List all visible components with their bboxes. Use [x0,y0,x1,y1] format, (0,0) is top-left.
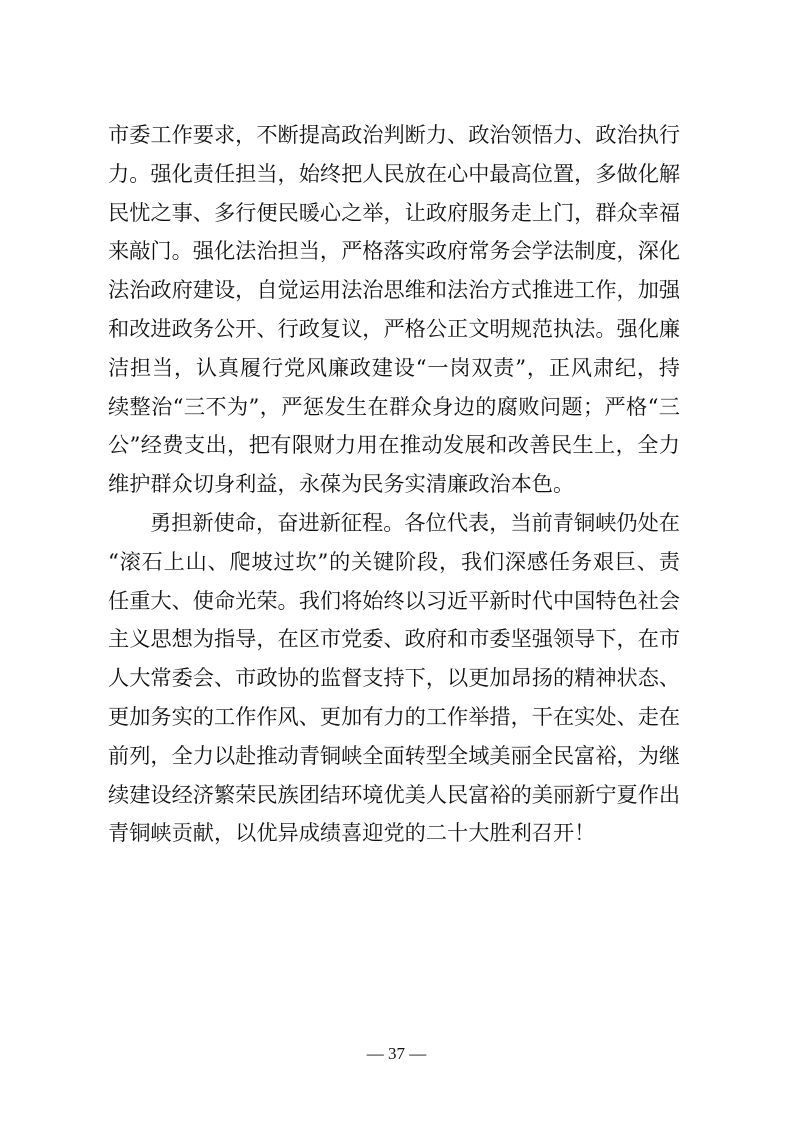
text-line: 更加务实的工作作风、更加有力的工作举措，干在实处、走在 [108,703,680,729]
text-line: 来敲门。强化法治担当，严格落实政府常务会学法制度，深化 [108,238,680,264]
text-line: 和改进政务公开、行政复议，严格公正文明规范执法。强化廉 [108,315,680,341]
text-line: 法治政府建设，自觉运用法治思维和法治方式推进工作，加强 [108,277,680,303]
text-line: 续建设经济繁荣民族团结环境优美人民富裕的美丽新宁夏作出 [108,781,680,807]
body-text [108,116,680,853]
text-line: 任重大、使命光荣。我们将始终以习近平新时代中国特色社会 [108,587,680,613]
text-line: 勇担新使命，奋进新征程。各位代表，当前青铜峡仍处在 [150,509,680,535]
text-line: “滚石上山、爬坡过坎”的关键阶段，我们深感任务艰巨、责 [108,548,680,574]
text-line: 力。强化责任担当，始终把人民放在心中最高位置，多做化解 [108,160,680,186]
text-line: 主义思想为指导，在区市党委、政府和市委坚强领导下，在市 [108,626,680,652]
text-line: 维护群众切身利益，永葆为民务实清廉政治本色。 [108,471,575,497]
page-number: — 37 — [366,1044,427,1063]
text-line: 公”经费支出，把有限财力用在推动发展和改善民生上，全力 [108,432,680,458]
text-line: 市委工作要求，不断提高政治判断力、政治领悟力、政治执行 [108,122,680,147]
paragraph-1 [108,116,680,504]
text-line: 民忧之事、多行便民暖心之举，让政府服务走上门，群众幸福 [108,199,680,225]
text-line: 人大常委会、市政协的监督支持下，以更加昂扬的精神状态、 [108,665,680,691]
text-line: 青铜峡贡献，以优异成绩喜迎党的二十大胜利召开！ [108,820,596,846]
text-line: 续整治“三不为”，严惩发生在群众身边的腐败问题；严格“三 [108,393,680,419]
paragraph-2 [108,504,680,853]
text-line: 前列，全力以赴推动青铜峡全面转型全域美丽全民富裕，为继 [108,742,680,768]
text-line: 洁担当，认真履行党风廉政建设“一岗双责”，正风肃纪，持 [108,354,680,380]
